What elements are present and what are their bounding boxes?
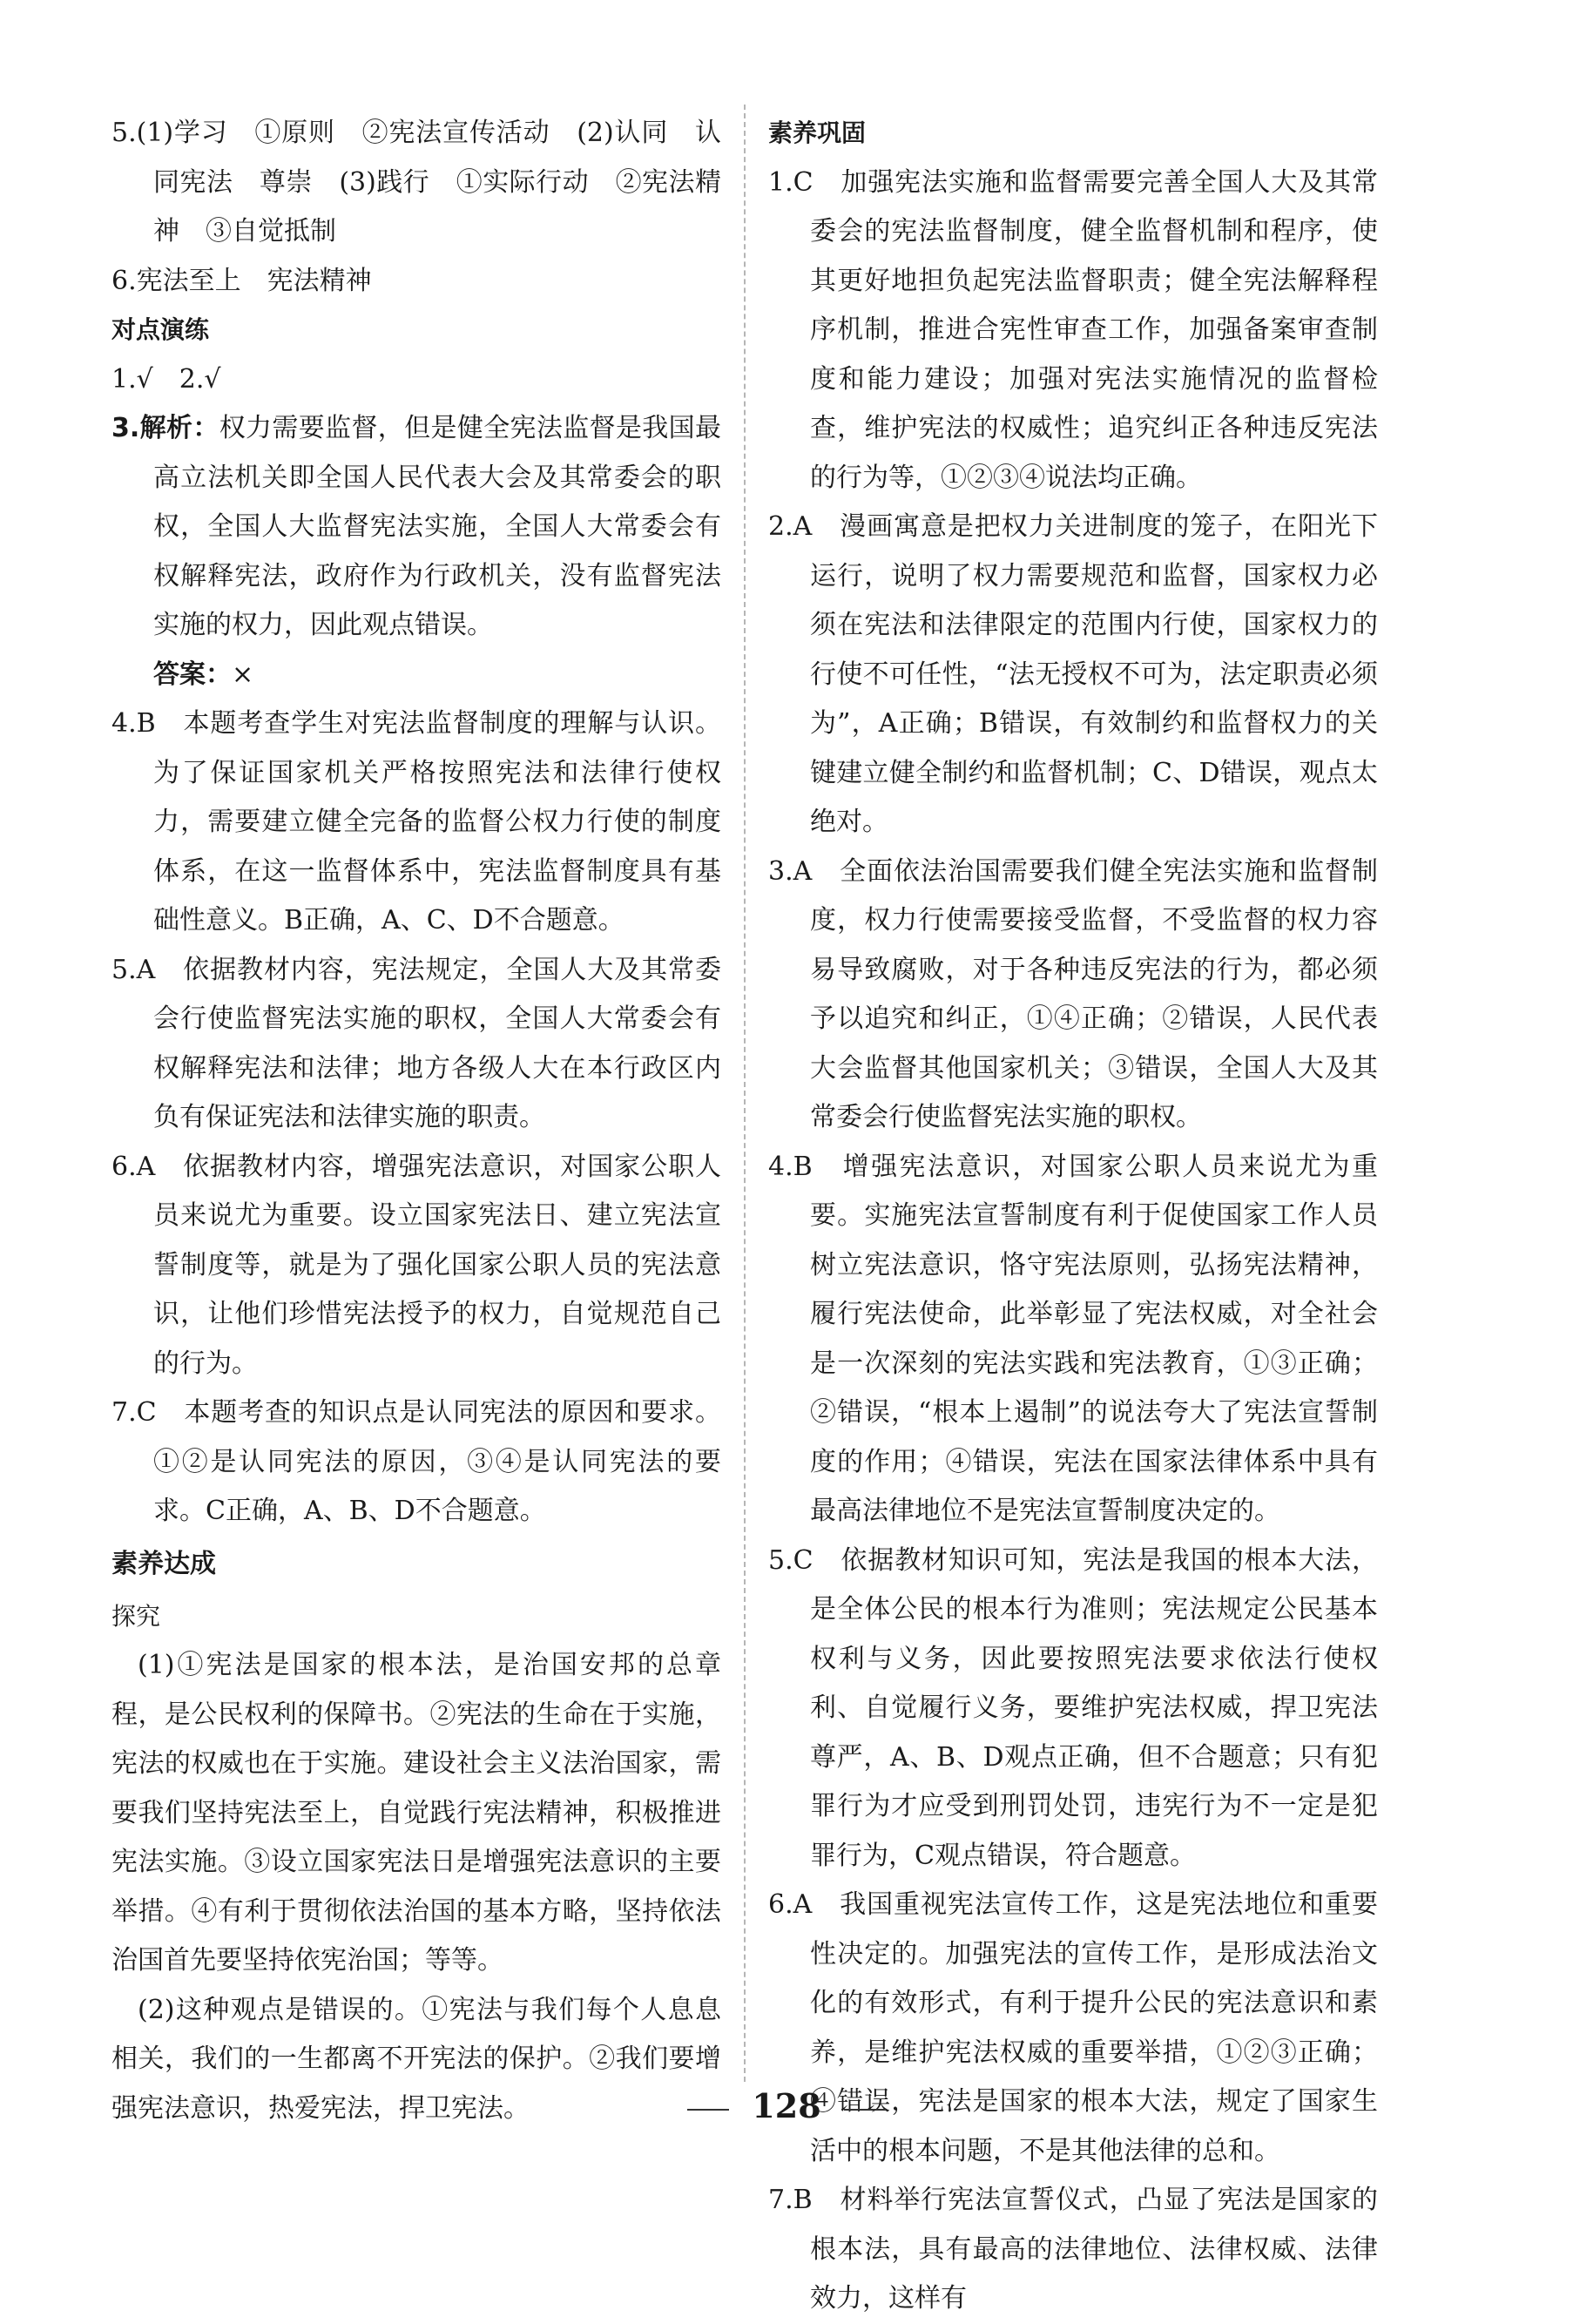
section-heading-dacheng: 素养达成 (111, 1548, 216, 1579)
analysis-text: 权力需要监督，但是健全宪法监督是我国最高立法机关即全国人民代表大会及其常委会的职权，全国人大监督宪法实施，全国人大常委会有权解释宪法，政府作为行政机关，没有监督宪法实施的权力，因此观点错误。 (153, 413, 722, 640)
answer-value: × (232, 659, 254, 690)
section-heading-gonggu: 素养巩固 (768, 118, 867, 147)
column-divider (744, 105, 746, 2082)
answer-item-6: 6.宪法至上 宪法精神 (111, 265, 372, 296)
page-number: 128 (752, 2086, 821, 2125)
answer-line (111, 651, 721, 700)
consolidation-item-6: 6.A 我国重视宪法宣传工作，这是宪法地位和重要性决定的。加强宪法的宣传工作，是形成法治文化的有效形式，有利于提升公民的宪法意识和素养，是维护宪法权威的重要举措，①②③正确；④错误，宪法是国家的根本大法，规定了国家生活中的根本问题，不是其他法律的总和。 (768, 1889, 1378, 2166)
right-column (768, 109, 1378, 2324)
subheading-tanjiu: 探究 (111, 1601, 161, 1631)
consolidation-item-2: 2.A 漫画寓意是把权力关进制度的笼子，在阳光下运行，说明了权力需要规范和监督，国家权力必须在宪法和法律限定的范围内行使，国家权力的行使不可任性，“法无授权不可为，法定职责必须为”，A正确；B错误，有效制约和监督权力的关键建立健全制约和监督机制；C、D错误，观点太绝对。 (768, 511, 1378, 837)
footer-dash-left (687, 2109, 729, 2111)
answer-label: 答案： (153, 659, 232, 690)
inquiry-answer-1: (1)①宪法是国家的根本法，是治国安邦的总章程，是公民权利的保障书。②宪法的生命在于实施，宪法的权威也在于实施。建设社会主义法治国家，需要我们坚持宪法至上，自觉践行宪法精神，积极推进宪法实施。③设立国家宪法日是增强宪法意识的主要举措。④有利于贯彻依法治国的基本方略，坚持依法治国首先要坚持依宪治国；等等。 (111, 1650, 721, 1976)
answer-item-3 (111, 404, 721, 651)
consolidation-item-1: 1.C 加强宪法实施和监督需要完善全国人大及其常委会的宪法监督制度，健全监督机制和程序，使其更好地担负起宪法监督职责；健全宪法解释程序机制，推进合宪性审查工作，加强备案审查制度和能力建设；加强对宪法实施情况的监督检查，维护宪法的权威性；追究纠正各种违反宪法的行为等，①②③④说法均正确。 (768, 166, 1378, 493)
answer-item-5: 5.(1)学习 ①原则 ②宪法宣传活动 (2)认同 认同宪法 尊崇 (3)践行 ①实际行动 ②宪法精神 ③自觉抵制 (111, 118, 721, 247)
consolidation-item-5: 5.C 依据教材知识可知，宪法是我国的根本大法，是全体公民的根本行为准则；宪法规定公民基本权利与义务，因此要按照宪法要求依法行使权利、自觉履行义务，要维护宪法权威，捍卫宪法尊严，A、B、D观点正确，但不合题意；只有犯罪行为才应受到刑罚处罚，违宪行为不一定是犯罪行为，C观点错误，符合题意。 (768, 1544, 1378, 1871)
inquiry-answer-2: (2)这种观点是错误的。①宪法与我们每个人息息相关，我们的一生都离不开宪法的保护。②我们要增强宪法意识，热爱宪法，捍卫宪法。 (111, 1994, 721, 2124)
consolidation-item-3: 3.A 全面依法治国需要我们健全宪法实施和监督制度，权力行使需要接受监督，不受监督的权力容易导致腐败，对于各种违反宪法的行为，都必须予以追究和纠正，①④正确；②错误，人民代表大会监督其他国家机关；③错误，全国人大及其常委会行使监督宪法实施的职权。 (768, 855, 1378, 1132)
left-column (111, 109, 721, 2133)
footer-dash-right (844, 2109, 886, 2111)
answer-item-1-2: 1.√ 2.√ (111, 363, 221, 395)
analysis-label: 3.解析： (111, 413, 219, 443)
consolidation-item-7: 7.B 材料举行宪法宣誓仪式，凸显了宪法是国家的根本法，具有最高的法律地位、法律权威、法律效力，这样有 (768, 2185, 1378, 2314)
answer-item-5b: 5.A 依据教材内容，宪法规定，全国人大及其常委会行使监督宪法实施的职权，全国人大常委会有权解释宪法和法律；地方各级人大在本行政区内负有保证宪法和法律实施的职责。 (111, 954, 721, 1132)
consolidation-item-4: 4.B 增强宪法意识，对国家公职人员来说尤为重要。实施宪法宣誓制度有利于促使国家工作人员树立宪法意识，恪守宪法原则，弘扬宪法精神，履行宪法使命，此举彰显了宪法权威，对全社会是一次深刻的宪法实践和宪法教育，①③正确；②错误，“根本上遏制”的说法夸大了宪法宣誓制度的作用；④错误，宪法在国家法律体系中具有最高法律地位不是宪法宣誓制度决定的。 (768, 1151, 1378, 1526)
section-heading-duidian: 对点演练 (111, 315, 210, 344)
answer-item-7: 7.C 本题考查的知识点是认同宪法的原因和要求。①②是认同宪法的原因，③④是认同宪法的要求。C正确，A、B、D不合题意。 (111, 1397, 721, 1526)
answer-item-6b: 6.A 依据教材内容，增强宪法意识，对国家公职人员来说尤为重要。设立国家宪法日、建立宪法宣誓制度等，就是为了强化国家公职人员的宪法意识，让他们珍惜宪法授予的权力，自觉规范自己的行为。 (111, 1151, 721, 1379)
page-footer (0, 2086, 1573, 2125)
answer-item-4: 4.B 本题考查学生对宪法监督制度的理解与认识。为了保证国家机关严格按照宪法和法律行使权力，需要建立健全完备的监督公权力行使的制度体系，在这一监督体系中，宪法监督制度具有基础性意义。B正确，A、C、D不合题意。 (111, 708, 721, 936)
